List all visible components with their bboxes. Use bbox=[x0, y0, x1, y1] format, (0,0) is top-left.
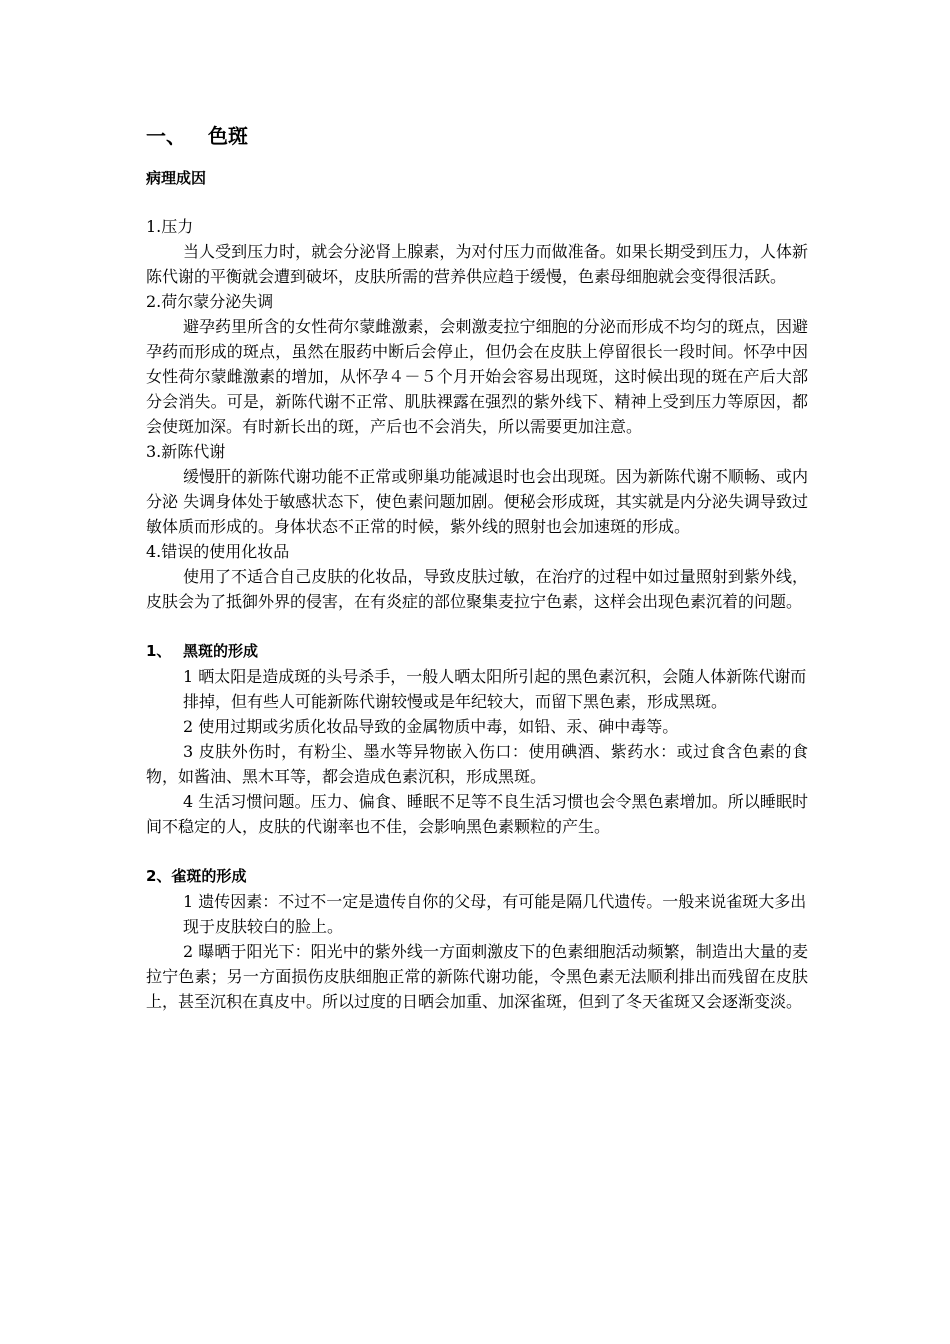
cause-title: 1.压力 bbox=[146, 217, 194, 236]
main-heading bbox=[146, 118, 808, 154]
cause-title: 2.荷尔蒙分泌失调 bbox=[146, 292, 274, 311]
pathology-heading: 病理成因 bbox=[146, 169, 207, 187]
cause-text: 缓慢肝的新陈代谢功能不正常或卵巢功能减退时也会出现斑。因为新陈代谢不顺畅、或内分泌 失调身体处于敏感状态下，使色素问题加剧。便秘会形成斑，其实就是内分泌失调导致过敏体质而形成的。身体状态不正常的时候，紫外线的照射也会加速斑的形成。 bbox=[146, 467, 808, 536]
spacer bbox=[146, 839, 808, 864]
freckle-paragraph: 1 遗传因素：不过不一定是遗传自你的父母，有可能是隔几代遗传。一般来说雀斑大多出 bbox=[183, 892, 807, 911]
main-heading-title: 色斑 bbox=[208, 124, 248, 148]
cause-text: 当人受到压力时，就会分泌肾上腺素，为对付压力而做准备。如果长期受到压力，人体新陈代谢的平衡就会遭到破坏，皮肤所需的营养供应趋于缓慢，色素母细胞就会变得很活跃。 bbox=[146, 242, 808, 286]
cause-title: 3.新陈代谢 bbox=[146, 442, 226, 461]
black-spot-paragraph: 排掉，但有些人可能新陈代谢较慢或是年纪较大，而留下黑色素，形成黑斑。 bbox=[183, 692, 728, 711]
freckle-heading: 2、雀斑的形成 bbox=[146, 867, 247, 885]
main-heading-number: 一、 bbox=[146, 124, 186, 148]
freckle-paragraph: 现于皮肤较白的脸上。 bbox=[183, 917, 344, 936]
black-spot-paragraph: 3 皮肤外伤时，有粉尘、墨水等异物嵌入伤口：使用碘酒、紫药水：或过食含色素的食物，如酱油、黑木耳等，都会造成色素沉积，形成黑斑。 bbox=[146, 742, 808, 786]
black-spot-title: 黑斑的形成 bbox=[183, 642, 259, 660]
cause-text: 使用了不适合自己皮肤的化妆品，导致皮肤过敏，在治疗的过程中如过量照射到紫外线，皮肤会为了抵御外界的侵害，在有炎症的部位聚集麦拉宁色素，这样会出现色素沉着的问题。 bbox=[146, 567, 808, 611]
black-spot-paragraph: 2 使用过期或劣质化妆品导致的金属物质中毒，如铅、汞、砷中毒等。 bbox=[183, 717, 679, 736]
cause-title: 4.错误的使用化妆品 bbox=[146, 542, 290, 561]
document-page bbox=[146, 118, 808, 1014]
freckle-paragraph: 2 曝晒于阳光下：阳光中的紫外线一方面刺激皮下的色素细胞活动频繁，制造出大量的麦拉宁色素；另一方面损伤皮肤细胞正常的新陈代谢功能，令黑色素无法顺利排出而残留在皮肤上，甚至沉积在真皮中。所以过度的日晒会加重、加深雀斑，但到了冬天雀斑又会逐渐变淡。 bbox=[146, 942, 808, 1011]
black-spot-heading bbox=[146, 639, 808, 664]
black-spot-paragraph: 1 晒太阳是造成斑的头号杀手，一般人晒太阳所引起的黑色素沉积，会随人体新陈代谢而 bbox=[183, 667, 807, 686]
black-spot-number: 1、 bbox=[146, 642, 172, 660]
black-spot-paragraph: 4 生活习惯问题。压力、偏食、睡眠不足等不良生活习惯也会令黑色素增加。所以睡眠时间不稳定的人，皮肤的代谢率也不佳，会影响黑色素颗粒的产生。 bbox=[146, 792, 808, 836]
spacer bbox=[146, 614, 808, 639]
cause-text: 避孕药里所含的女性荷尔蒙雌激素，会刺激麦拉宁细胞的分泌而形成不均匀的斑点，因避孕药而形成的斑点，虽然在服药中断后会停止，但仍会在皮肤上停留很长一段时间。怀孕中因女性荷尔蒙雌激素的增加，从怀孕４－５个月开始会容易出现斑，这时候出现的斑在产后大部分会消失。可是，新陈代谢不正常、肌肤裸露在强烈的紫外线下、精神上受到压力等原因，都会使斑加深。有时新长出的斑，产后也不会消失，所以需要更加注意。 bbox=[146, 317, 808, 436]
